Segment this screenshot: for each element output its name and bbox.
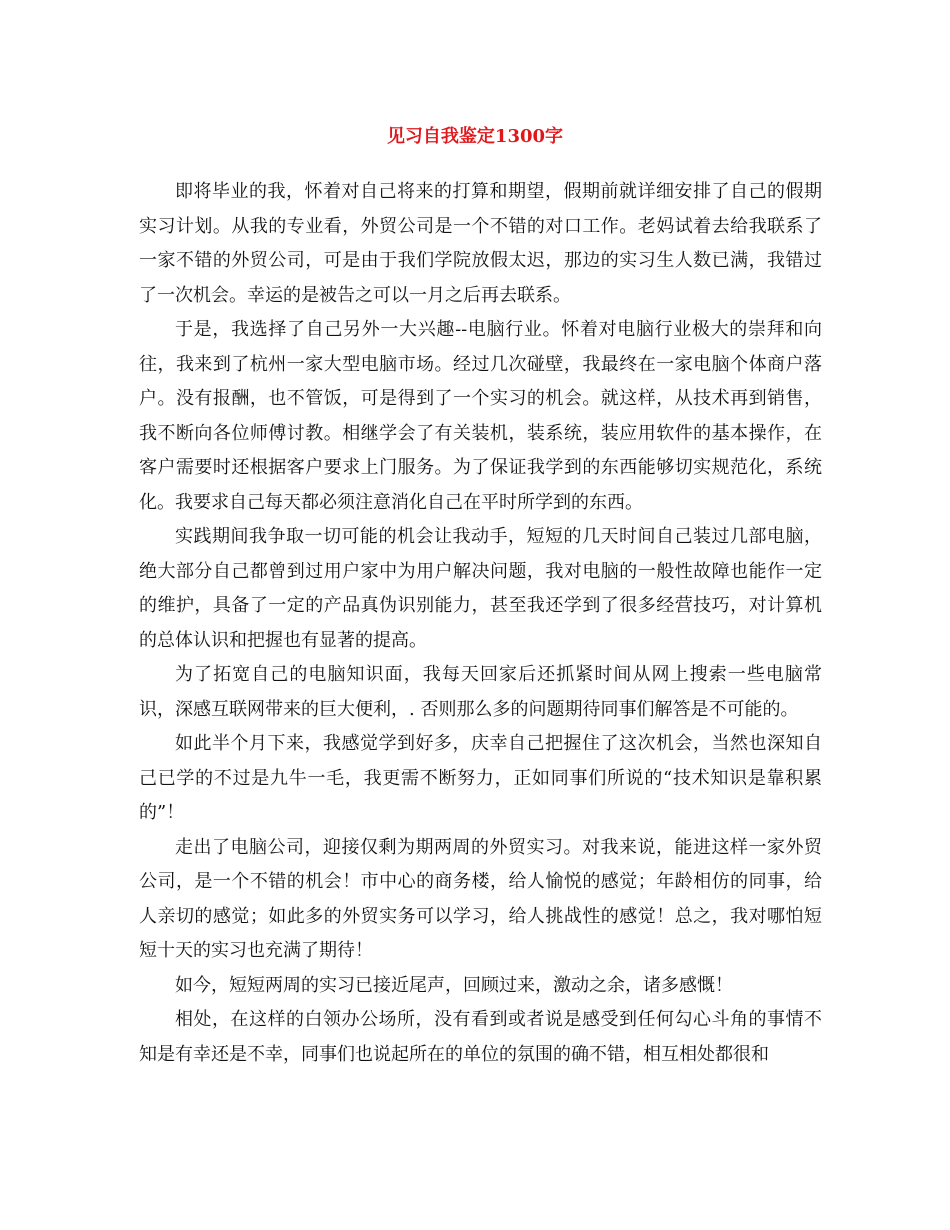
paragraph-5: 如此半个月下来，我感觉学到好多，庆幸自己把握住了这次机会，当然也深知自己已学的不过是九牛一毛，我更需不断努力，正如同事们所说的“技术知识是靠积累的”！ xyxy=(139,733,822,823)
paragraph-8: 相处，在这样的白领办公场所，没有看到或者说是感受到任何勾心斗角的事情不知是有幸还是不幸，同事们也说起所在的单位的氛围的确不错，相互相处都很和 xyxy=(139,1009,822,1065)
document-body xyxy=(139,175,822,1072)
document-title: 见习自我鉴定1300字 xyxy=(386,126,564,147)
paragraph-4: 为了拓宽自己的电脑知识面，我每天回家后还抓紧时间从网上搜索一些电脑常识，深感互联网带来的巨大便利，. 否则那么多的问题期待同事们解答是不可能的。 xyxy=(139,664,822,720)
paragraph-7: 如今，短短两周的实习已接近尾声，回顾过来，激动之余，诸多感慨！ xyxy=(175,974,733,996)
paragraph-2: 于是，我选择了自己另外一大兴趣--电脑行业。怀着对电脑行业极大的崇拜和向往，我来到了杭州一家大型电脑市场。经过几次碰壁，我最终在一家电脑个体商户落户。没有报酬，也不管饭，可是得到了一个实习的机会。就这样，从技术再到销售，我不断向各位师傅讨教。相继学会了有关装机，装系统，装应用软件的基本操作，在客户需要时还根据客户要求上门服务。为了保证我学到的东西能够切实规范化，系统化。我要求自己每天都必须注意消化自己在平时所学到的东西。 xyxy=(139,319,822,513)
paragraph-3: 实践期间我争取一切可能的机会让我动手，短短的几天时间自己装过几部电脑，绝大部分自己都曾到过用户家中为用户解决问题，我对电脑的一般性故障也能作一定的维护，具备了一定的产品真伪识别能力，甚至我还学到了很多经营技巧，对计算机的总体认识和把握也有显著的提高。 xyxy=(139,526,822,651)
paragraph-1: 即将毕业的我，怀着对自己将来的打算和期望，假期前就详细安排了自己的假期实习计划。从我的专业看，外贸公司是一个不错的对口工作。老妈试着去给我联系了一家不错的外贸公司，可是由于我们学院放假太迟，那边的实习生人数已满，我错过了一次机会。幸运的是被告之可以一月之后再去联系。 xyxy=(139,181,822,306)
paragraph-6: 走出了电脑公司，迎接仅剩为期两周的外贸实习。对我来说，能进这样一家外贸公司，是一个不错的机会！市中心的商务楼，给人愉悦的感觉；年龄相仿的同事，给人亲切的感觉；如此多的外贸实务可以学习，给人挑战性的感觉！总之，我对哪怕短短十天的实习也充满了期待！ xyxy=(139,836,822,961)
